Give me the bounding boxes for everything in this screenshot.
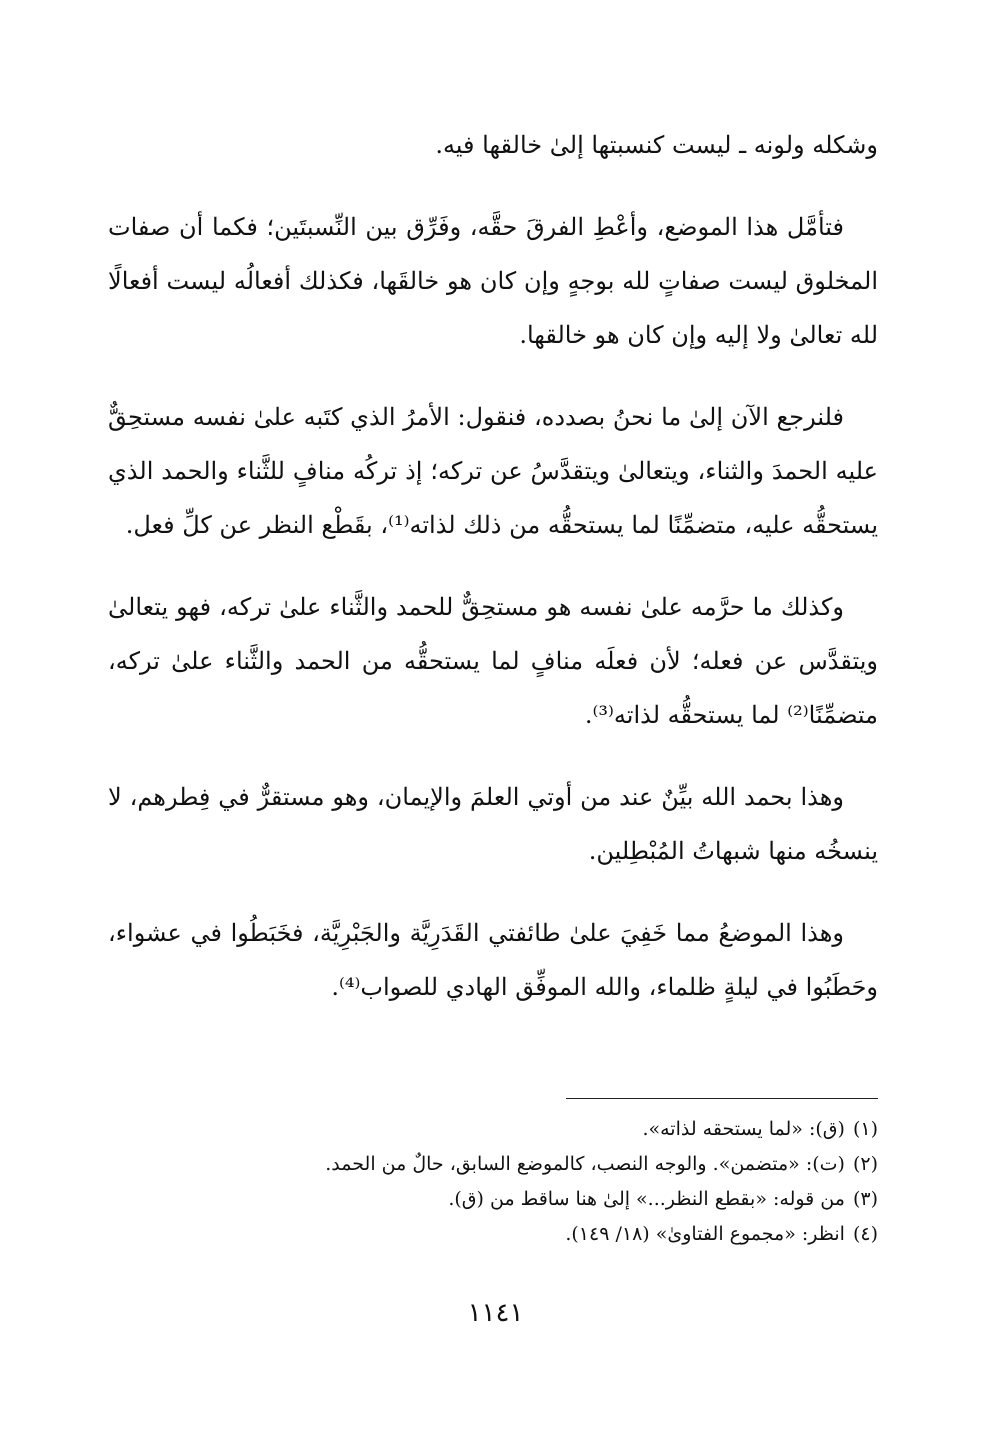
footnote-number: (٤): [852, 1223, 878, 1245]
footnotes: [108, 1112, 878, 1252]
main-text: [108, 118, 878, 1042]
footnote-text: من قوله: «بقطع النظر...» إلىٰ هنا ساقط من (ق).: [448, 1188, 845, 1210]
footnote-number: (١): [852, 1118, 878, 1140]
footnote-2: [108, 1147, 878, 1182]
footnote-number: (٣): [852, 1188, 878, 1210]
footnote-1: [108, 1112, 878, 1147]
footnote-text: (ق): «لما يستحقه لذاته».: [642, 1118, 845, 1140]
footnote-text: انظر: «مجموع الفتاوىٰ» (١٨/ ١٤٩).: [565, 1223, 845, 1245]
paragraph-6: وهذا الموضعُ مما خَفِيَ علىٰ طائفتي القَدَرِيَّة والجَبْرِيَّة، فخَبَطُوا في عشواء، وحَطَبُوا في ليلةٍ ظلماء، والله الموفِّق الهادي للصواب⁽⁴⁾.: [108, 919, 878, 1001]
paragraph-1: وشكله ولونه ـ ليست كنسبتها إلىٰ خالقها فيه.: [435, 131, 878, 159]
footnote-divider: [566, 1098, 878, 1099]
paragraph-3: فلنرجع الآن إلىٰ ما نحنُ بصدده، فنقول: الأمرُ الذي كتَبه علىٰ نفسه مستحِقٌّ عليه الحمدَ والثناء، ويتعالىٰ ويتقدَّسُ عن تركه؛ إذ تركُه منافٍ للثَّناء والحمد الذي يستحقُّه عليه، متضمِّنًا لما يستحقُّه من ذلك لذاته⁽¹⁾، بقَطْع النظر عن كلِّ فعل.: [108, 403, 878, 539]
paragraph-4: وكذلك ما حرَّمه علىٰ نفسه هو مستحِقٌّ للحمد والثَّناء علىٰ تركه، فهو يتعالىٰ ويتقدَّس عن فعله؛ لأن فعلَه منافٍ لما يستحقُّه من الحمد والثَّناء علىٰ تركه، متضمِّنًا⁽²⁾ لما يستحقُّه لذاته⁽³⁾.: [108, 593, 878, 729]
footnote-text: (ت): «متضمن». والوجه النصب، كالموضع السابق، حالٌ من الحمد.: [325, 1153, 845, 1175]
paragraph-5: وهذا بحمد الله بيِّنٌ عند من أوتي العلمَ والإيمان، وهو مستقرٌّ في فِطرهم، لا ينسخُه منها شبهاتُ المُبْطِلين.: [108, 783, 878, 865]
footnote-3: [108, 1182, 878, 1217]
paragraph-2: فتأمَّل هذا الموضع، وأعْطِ الفرقَ حقَّه، وفَرِّق بين النِّسبتَين؛ فكما أن صفات المخلوق ليست صفاتٍ لله بوجهٍ وإن كان هو خالقَها، فكذلك أفعالُه ليست أفعالًا لله تعالىٰ ولا إليه وإن كان هو خالقها.: [108, 213, 878, 349]
page-number: ١١٤١: [467, 1298, 524, 1328]
footnote-number: (٢): [852, 1153, 878, 1175]
footnote-4: [108, 1217, 878, 1252]
